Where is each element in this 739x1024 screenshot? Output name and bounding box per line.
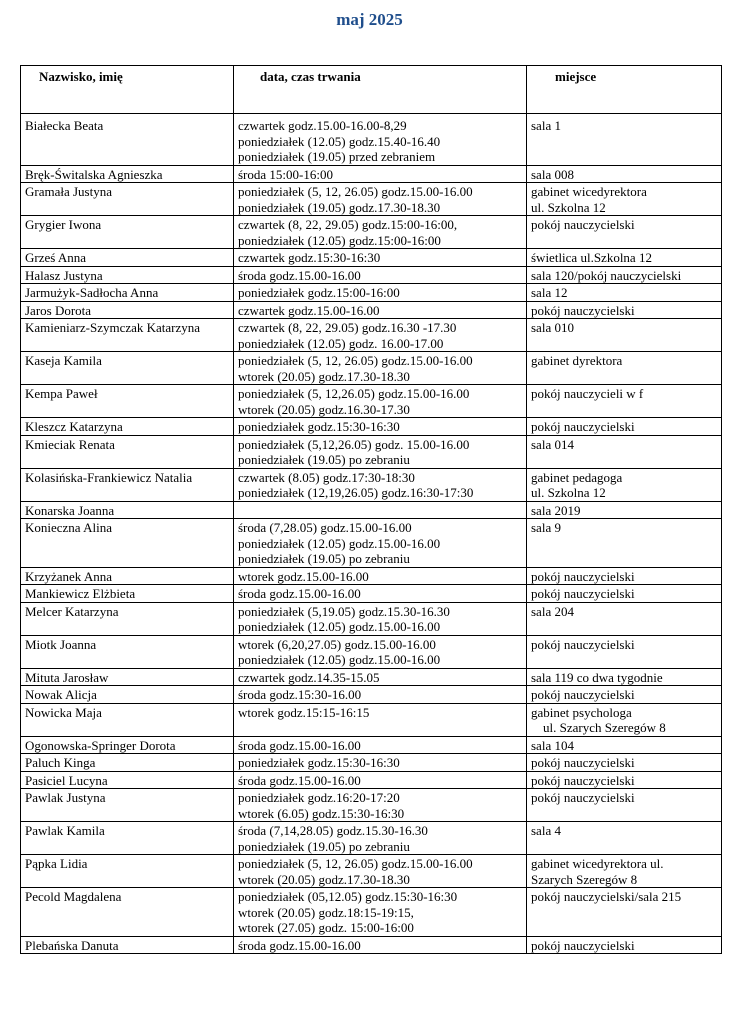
header-name: Nazwisko, imię bbox=[21, 66, 234, 114]
schedule-line: poniedziałek (12,19,26.05) godz.16:30-17:30 bbox=[238, 485, 474, 500]
schedule-line: poniedziałek (12.05) godz.15.00-16.00 bbox=[238, 535, 441, 551]
teacher-name: Jarmużyk-Sadłocha Anna bbox=[21, 284, 234, 302]
schedule-line: poniedziałek (19.05) godz.17.30-18.30 bbox=[238, 199, 441, 215]
schedule-line: wtorek godz.15.00-16.00 bbox=[238, 568, 369, 584]
teacher-name: Pecold Magdalena bbox=[21, 888, 234, 937]
schedule-line: wtorek (20.05) godz.17.30-18.30 bbox=[238, 368, 410, 384]
place-line: pokój nauczycielski bbox=[531, 419, 635, 434]
table-row bbox=[21, 435, 722, 468]
place-cell bbox=[527, 435, 722, 468]
table-row bbox=[21, 855, 722, 888]
schedule-cell bbox=[234, 249, 527, 267]
table-row bbox=[21, 754, 722, 772]
teacher-name: Kmieciak Renata bbox=[21, 435, 234, 468]
table-row bbox=[21, 165, 722, 183]
schedule-line: poniedziałek (12.05) godz. 16.00-17.00 bbox=[238, 335, 444, 351]
place-cell bbox=[527, 855, 722, 888]
schedule-cell bbox=[234, 754, 527, 772]
teacher-name: Halasz Justyna bbox=[21, 266, 234, 284]
place-line: pokój nauczycielski bbox=[531, 937, 635, 953]
schedule-line: poniedziałek (19.05) po zebraniu bbox=[238, 838, 410, 854]
schedule-line: środa godz.15:30-16.00 bbox=[238, 687, 362, 702]
teacher-name: Miotk Joanna bbox=[21, 635, 234, 668]
schedule-cell bbox=[234, 418, 527, 436]
place-line: ul. Szkolna 12 bbox=[531, 485, 606, 500]
schedule-cell bbox=[234, 888, 527, 937]
schedule-cell bbox=[234, 855, 527, 888]
schedule-line: czwartek godz.15.00-16.00-8,29 bbox=[238, 118, 407, 133]
place-cell bbox=[527, 754, 722, 772]
teacher-name: Jaros Dorota bbox=[21, 301, 234, 319]
header-place: miejsce bbox=[527, 66, 722, 114]
schedule-line: czwartek godz.15:30-16:30 bbox=[238, 250, 381, 265]
teacher-name: Kaseja Kamila bbox=[21, 352, 234, 385]
schedule-line: poniedziałek godz.15:00-16:00 bbox=[238, 285, 400, 300]
place-line: sala 104 bbox=[531, 737, 574, 753]
place-cell bbox=[527, 301, 722, 319]
place-line: gabinet psychologa bbox=[531, 704, 632, 720]
teacher-name: Mituta Jarosław bbox=[21, 668, 234, 686]
teacher-name: Grygier Iwona bbox=[21, 216, 234, 249]
schedule-line: środa godz.15.00-16.00 bbox=[238, 772, 361, 788]
teacher-name: Nowak Alicja bbox=[21, 686, 234, 704]
schedule-cell bbox=[234, 703, 527, 736]
place-cell bbox=[527, 114, 722, 166]
place-line: sala 2019 bbox=[531, 502, 581, 518]
schedule-cell bbox=[234, 183, 527, 216]
teacher-name: Bręk-Świtalska Agnieszka bbox=[21, 165, 234, 183]
table-row bbox=[21, 114, 722, 166]
place-line: sala 4 bbox=[531, 823, 561, 838]
teacher-name: Pąpka Lidia bbox=[21, 855, 234, 888]
schedule-line: poniedziałek (5, 12, 26.05) godz.15.00-16.00 bbox=[238, 353, 473, 368]
schedule-cell bbox=[234, 114, 527, 166]
schedule-cell bbox=[234, 519, 527, 568]
place-line: sala 9 bbox=[531, 520, 561, 535]
teacher-name: Pawlak Justyna bbox=[21, 789, 234, 822]
teacher-name: Paluch Kinga bbox=[21, 754, 234, 772]
place-line: pokój nauczycielski bbox=[531, 636, 635, 652]
table-row bbox=[21, 352, 722, 385]
table-row bbox=[21, 888, 722, 937]
place-cell bbox=[527, 216, 722, 249]
place-cell bbox=[527, 771, 722, 789]
place-line: Szarych Szeregów 8 bbox=[531, 871, 638, 887]
schedule-cell bbox=[234, 385, 527, 418]
schedule-cell bbox=[234, 216, 527, 249]
schedule-cell bbox=[234, 736, 527, 754]
schedule-line: środa godz.15.00-16.00 bbox=[238, 737, 361, 753]
place-cell bbox=[527, 519, 722, 568]
table-body bbox=[21, 114, 722, 954]
place-line: sala 119 co dwa tygodnie bbox=[531, 669, 663, 685]
schedule-cell bbox=[234, 936, 527, 954]
place-cell bbox=[527, 888, 722, 937]
schedule-cell bbox=[234, 435, 527, 468]
place-line: pokój nauczycielski bbox=[531, 790, 635, 805]
teacher-name: Konieczna Alina bbox=[21, 519, 234, 568]
schedule-cell bbox=[234, 789, 527, 822]
schedule-line: poniedziałek (5,19.05) godz.15.30-16.30 bbox=[238, 603, 450, 619]
schedule-line: wtorek godz.15:15-16:15 bbox=[238, 704, 370, 720]
table-row bbox=[21, 789, 722, 822]
schedule-line: poniedziałek (12.05) godz.15:00-16:00 bbox=[238, 232, 441, 248]
schedule-line: środa godz.15.00-16.00 bbox=[238, 937, 361, 953]
schedule-line: poniedziałek (19.05) po zebraniu bbox=[238, 452, 410, 467]
schedule-cell bbox=[234, 468, 527, 501]
teacher-name: Kolasińska-Frankiewicz Natalia bbox=[21, 468, 234, 501]
schedule-cell bbox=[234, 284, 527, 302]
place-cell bbox=[527, 822, 722, 855]
table-row bbox=[21, 668, 722, 686]
schedule-line: środa godz.15.00-16.00 bbox=[238, 586, 361, 601]
teacher-name: Melcer Katarzyna bbox=[21, 602, 234, 635]
place-cell bbox=[527, 183, 722, 216]
place-cell bbox=[527, 319, 722, 352]
table-row bbox=[21, 319, 722, 352]
place-line: gabinet wicedyrektora bbox=[531, 184, 647, 199]
schedule-line: czwartek godz.14.35-15.05 bbox=[238, 669, 380, 685]
table-row bbox=[21, 183, 722, 216]
page-title: maj 2025 bbox=[336, 10, 403, 29]
place-cell bbox=[527, 266, 722, 284]
place-line: ul. Szkolna 12 bbox=[531, 199, 606, 215]
schedule-line: poniedziałek godz.15:30-16:30 bbox=[238, 419, 400, 434]
schedule-line: wtorek (6.05) godz.15:30-16:30 bbox=[238, 805, 405, 821]
teacher-name: Nowicka Maja bbox=[21, 703, 234, 736]
schedule-line: poniedziałek godz.15:30-16:30 bbox=[238, 755, 400, 770]
place-cell bbox=[527, 635, 722, 668]
place-line: ul. Szarych Szeregów 8 bbox=[543, 720, 666, 735]
schedule-line: czwartek (8, 22, 29.05) godz.16.30 -17.30 bbox=[238, 320, 457, 335]
teacher-name: Grześ Anna bbox=[21, 249, 234, 267]
table-row bbox=[21, 249, 722, 267]
schedule-line: wtorek (27.05) godz. 15:00-16:00 bbox=[238, 920, 414, 935]
teacher-name: Białecka Beata bbox=[21, 114, 234, 166]
place-cell bbox=[527, 703, 722, 736]
place-line: pokój nauczycielski bbox=[531, 568, 635, 584]
schedule-line: wtorek (20.05) godz.16.30-17.30 bbox=[238, 401, 410, 417]
table-row bbox=[21, 385, 722, 418]
schedule-cell bbox=[234, 771, 527, 789]
table-row bbox=[21, 519, 722, 568]
place-line: pokój nauczycielski bbox=[531, 217, 635, 232]
schedule-line: poniedziałek (19.05) po zebraniu bbox=[238, 551, 410, 566]
schedule-line: czwartek (8, 22, 29.05) godz.15:00-16:00, bbox=[238, 217, 458, 232]
schedule-cell bbox=[234, 686, 527, 704]
schedule-cell bbox=[234, 822, 527, 855]
place-line: gabinet dyrektora bbox=[531, 353, 623, 368]
schedule-cell bbox=[234, 165, 527, 183]
place-cell bbox=[527, 249, 722, 267]
schedule-line: poniedziałek godz.16:20-17:20 bbox=[238, 790, 400, 805]
schedule-cell bbox=[234, 635, 527, 668]
table-row bbox=[21, 822, 722, 855]
table-row bbox=[21, 567, 722, 585]
place-line: sala 010 bbox=[531, 320, 574, 335]
schedule-line: wtorek (20.05) godz.17.30-18.30 bbox=[238, 871, 410, 887]
table-row bbox=[21, 703, 722, 736]
schedule-line: środa 15:00-16:00 bbox=[238, 166, 333, 182]
header-time: data, czas trwania bbox=[234, 66, 527, 114]
place-cell bbox=[527, 686, 722, 704]
schedule-cell bbox=[234, 319, 527, 352]
place-cell bbox=[527, 602, 722, 635]
schedule-line: poniedziałek (12.05) godz.15.00-16.00 bbox=[238, 652, 441, 667]
place-line: sala 12 bbox=[531, 285, 568, 300]
teacher-name: Gramała Justyna bbox=[21, 183, 234, 216]
place-line: sala 204 bbox=[531, 603, 574, 619]
place-line: gabinet pedagoga bbox=[531, 469, 623, 485]
schedule-line: poniedziałek (12.05) godz.15.40-16.40 bbox=[238, 133, 441, 149]
place-line: pokój nauczycielski bbox=[531, 302, 635, 318]
schedule-line: czwartek (8.05) godz.17:30-18:30 bbox=[238, 469, 415, 485]
place-cell bbox=[527, 165, 722, 183]
table-row bbox=[21, 468, 722, 501]
schedule-line: wtorek (6,20,27.05) godz.15.00-16.00 bbox=[238, 636, 436, 652]
table-row bbox=[21, 216, 722, 249]
schedule-line bbox=[238, 503, 523, 519]
schedule-line: czwartek godz.15.00-16.00 bbox=[238, 302, 380, 318]
place-cell bbox=[527, 284, 722, 302]
place-line: sala 120/pokój nauczycielski bbox=[531, 267, 682, 283]
table-row bbox=[21, 635, 722, 668]
table-row bbox=[21, 301, 722, 319]
consultation-table bbox=[20, 65, 722, 954]
place-cell bbox=[527, 501, 722, 519]
schedule-cell bbox=[234, 668, 527, 686]
table-row bbox=[21, 501, 722, 519]
teacher-name: Plebańska Danuta bbox=[21, 936, 234, 954]
place-cell bbox=[527, 352, 722, 385]
place-line: pokój nauczycielski/sala 215 bbox=[531, 889, 682, 904]
schedule-cell bbox=[234, 501, 527, 519]
place-line: sala 014 bbox=[531, 436, 574, 452]
teacher-name: Kamieniarz-Szymczak Katarzyna bbox=[21, 319, 234, 352]
schedule-line: środa godz.15.00-16.00 bbox=[238, 267, 361, 283]
place-line: pokój nauczycieli w f bbox=[531, 386, 644, 401]
teacher-name: Pawlak Kamila bbox=[21, 822, 234, 855]
table-row bbox=[21, 602, 722, 635]
teacher-name: Konarska Joanna bbox=[21, 501, 234, 519]
place-cell bbox=[527, 418, 722, 436]
schedule-line: środa (7,28.05) godz.15.00-16.00 bbox=[238, 520, 412, 535]
schedule-cell bbox=[234, 352, 527, 385]
place-cell bbox=[527, 567, 722, 585]
place-line: gabinet wicedyrektora ul. bbox=[531, 856, 664, 871]
schedule-cell bbox=[234, 585, 527, 603]
table-row bbox=[21, 686, 722, 704]
schedule-line: poniedziałek (19.05) przed zebraniem bbox=[238, 149, 436, 164]
place-cell bbox=[527, 736, 722, 754]
schedule-line: środa (7,14,28.05) godz.15.30-16.30 bbox=[238, 823, 428, 838]
table-row bbox=[21, 936, 722, 954]
table-row bbox=[21, 266, 722, 284]
teacher-name: Krzyżanek Anna bbox=[21, 567, 234, 585]
place-cell bbox=[527, 385, 722, 418]
schedule-cell bbox=[234, 567, 527, 585]
schedule-line: poniedziałek (05,12.05) godz.15:30-16:30 bbox=[238, 889, 458, 904]
place-line: pokój nauczycielski bbox=[531, 755, 635, 770]
table-row bbox=[21, 284, 722, 302]
place-cell bbox=[527, 936, 722, 954]
place-line: pokój nauczycielski bbox=[531, 586, 635, 601]
place-cell bbox=[527, 585, 722, 603]
teacher-name: Kleszcz Katarzyna bbox=[21, 418, 234, 436]
schedule-cell bbox=[234, 301, 527, 319]
place-line: pokój nauczycielski bbox=[531, 772, 635, 788]
teacher-name: Mankiewicz Elżbieta bbox=[21, 585, 234, 603]
place-line: sala 008 bbox=[531, 166, 574, 182]
schedule-line: poniedziałek (5, 12,26.05) godz.15.00-16.00 bbox=[238, 386, 470, 401]
schedule-cell bbox=[234, 602, 527, 635]
place-line: świetlica ul.Szkolna 12 bbox=[531, 250, 652, 265]
table-row bbox=[21, 585, 722, 603]
table-row bbox=[21, 771, 722, 789]
table-header-row bbox=[21, 66, 722, 114]
place-line: pokój nauczycielski bbox=[531, 687, 635, 702]
place-cell bbox=[527, 789, 722, 822]
schedule-line: poniedziałek (5, 12, 26.05) godz.15.00-16.00 bbox=[238, 856, 473, 871]
schedule-line: wtorek (20.05) godz.18:15-19:15, bbox=[238, 904, 414, 920]
teacher-name: Kempa Paweł bbox=[21, 385, 234, 418]
schedule-line: poniedziałek (5,12,26.05) godz. 15.00-16.00 bbox=[238, 436, 470, 452]
place-cell bbox=[527, 468, 722, 501]
teacher-name: Pasiciel Lucyna bbox=[21, 771, 234, 789]
schedule-line: poniedziałek (12.05) godz.15.00-16.00 bbox=[238, 619, 441, 634]
table-row bbox=[21, 418, 722, 436]
place-cell bbox=[527, 668, 722, 686]
schedule-cell bbox=[234, 266, 527, 284]
table-row bbox=[21, 736, 722, 754]
place-line: sala 1 bbox=[531, 118, 561, 133]
teacher-name: Ogonowska-Springer Dorota bbox=[21, 736, 234, 754]
schedule-line: poniedziałek (5, 12, 26.05) godz.15.00-16.00 bbox=[238, 184, 473, 199]
